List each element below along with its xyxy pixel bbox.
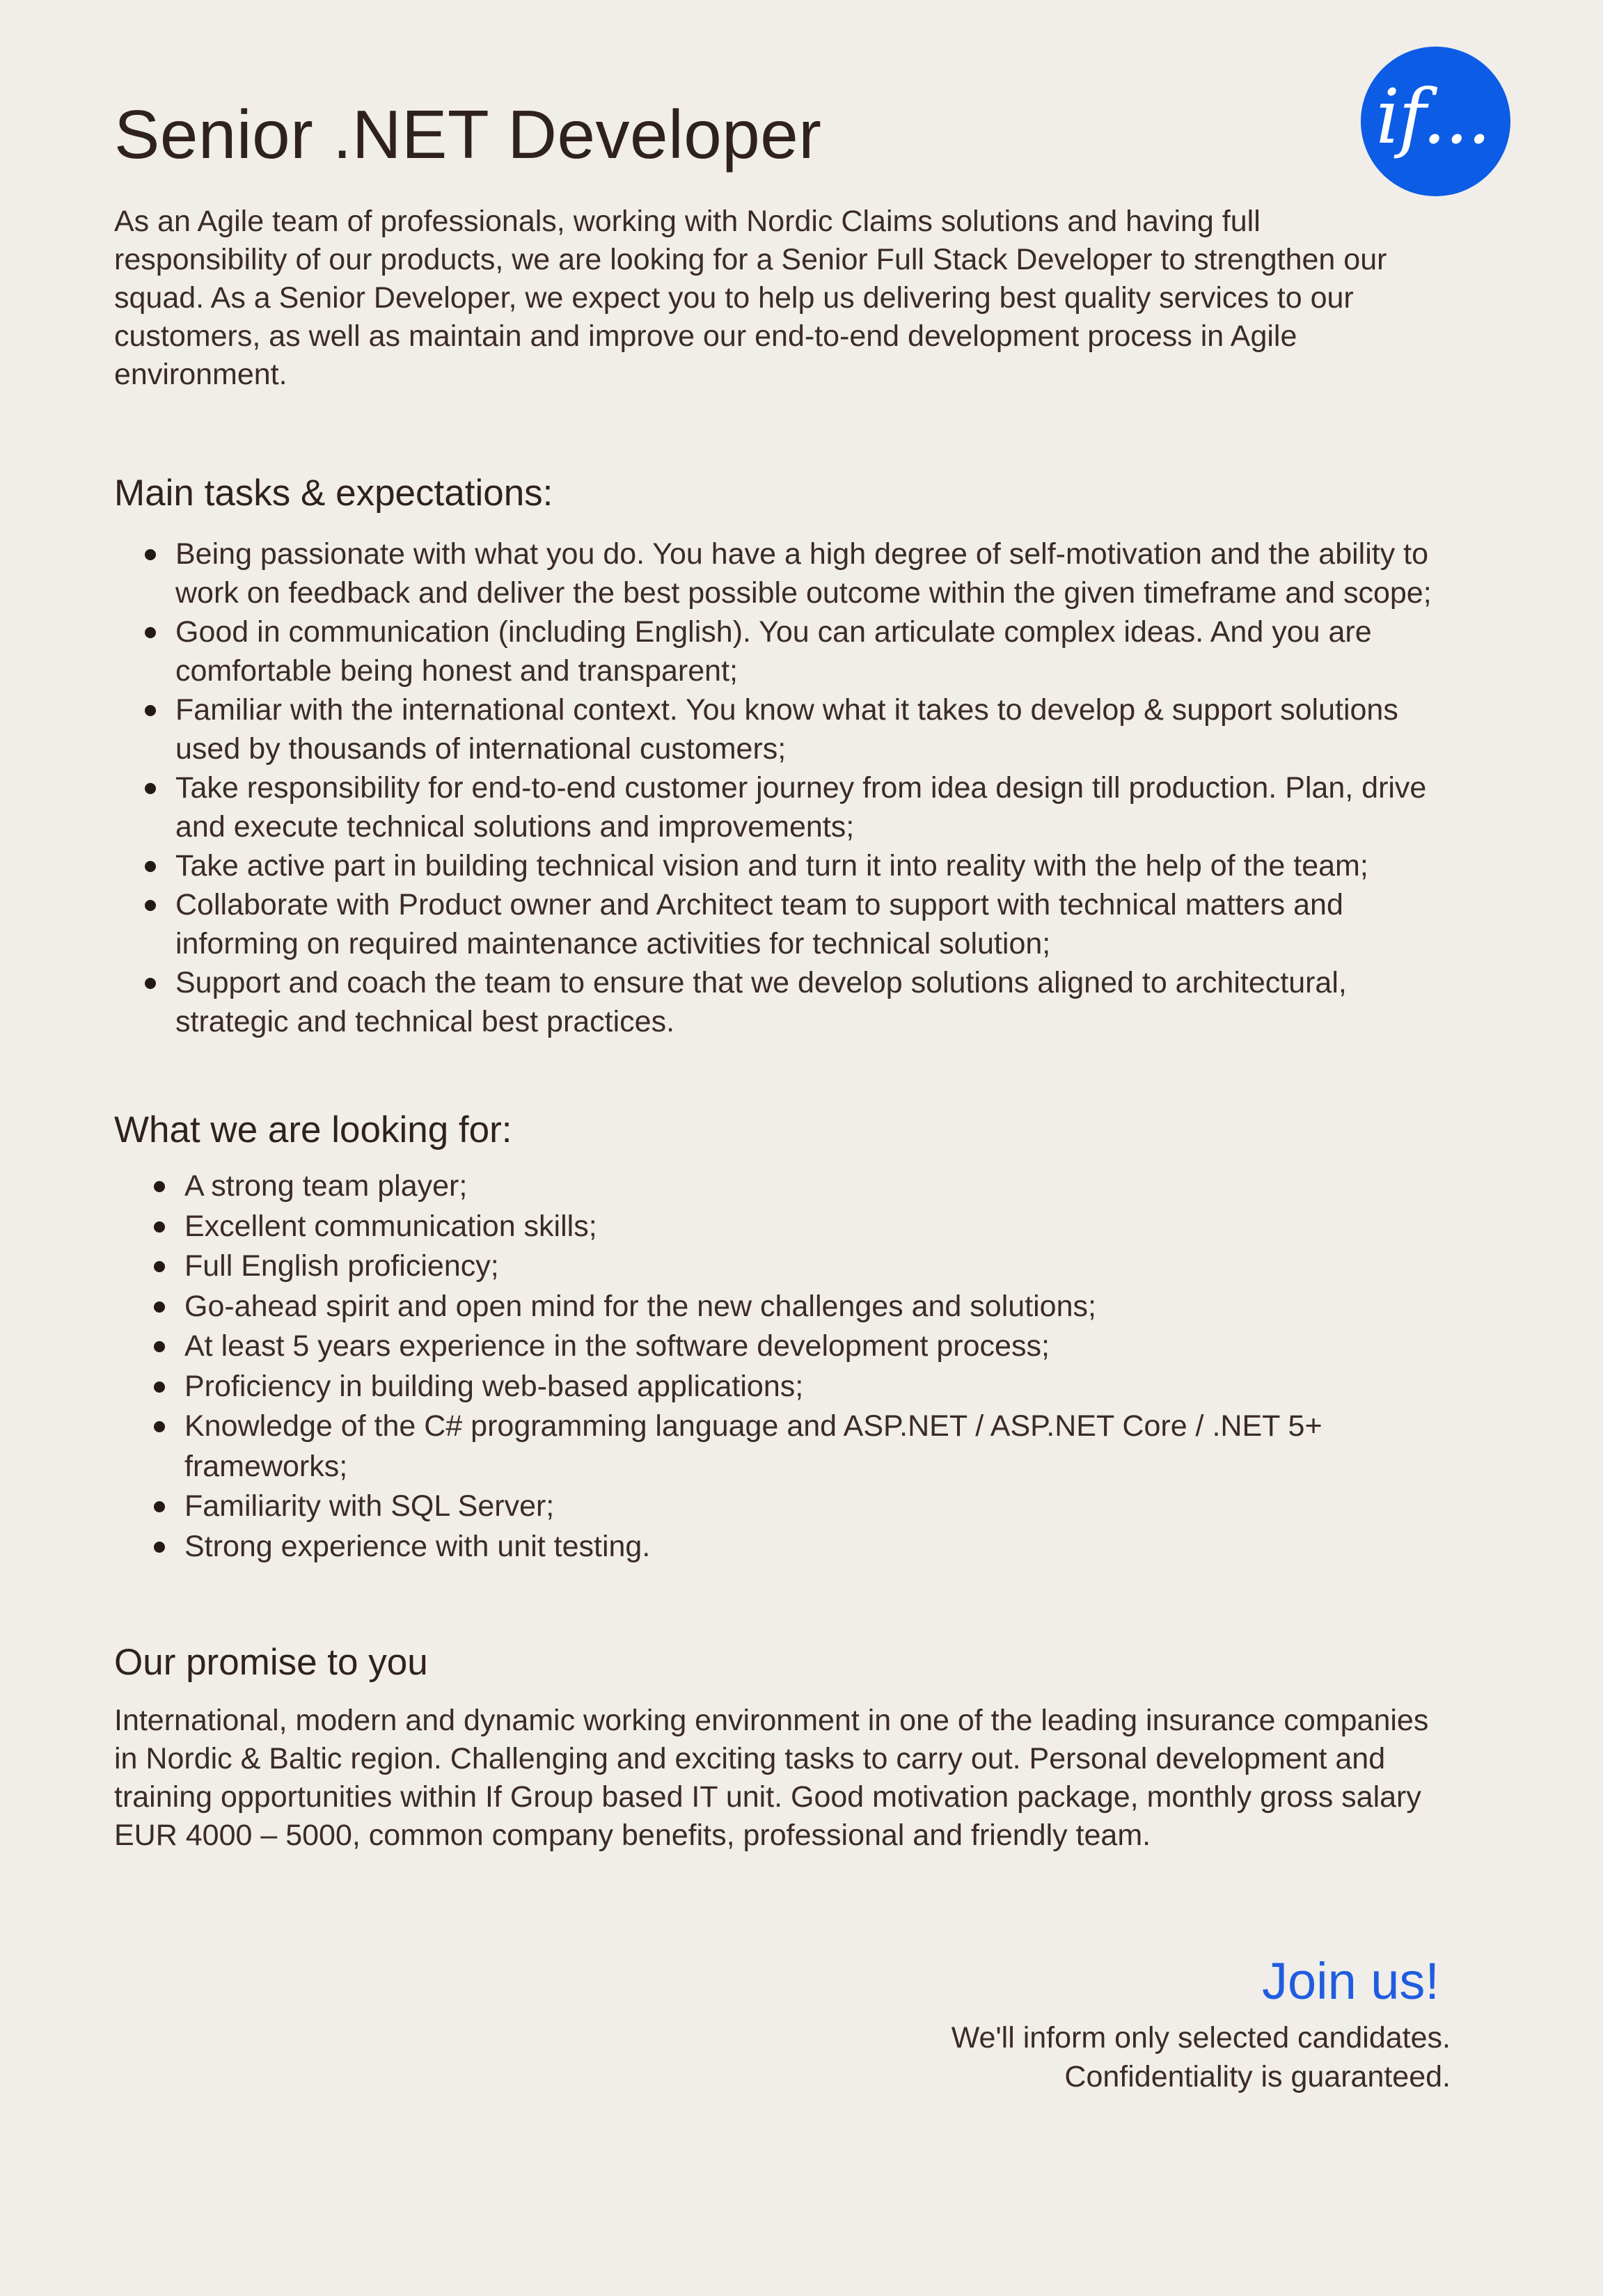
list-item: Proficiency in building web-based applications; [184, 1367, 1340, 1407]
list-item: Take responsibility for end-to-end customer journey from idea design till production. Plan, drive and execute technical solutions and improvements; [175, 768, 1456, 846]
tasks-heading: Main tasks & expectations: [114, 473, 553, 514]
page-title: Senior .NET Developer [114, 96, 822, 173]
list-item: Excellent communication skills; [184, 1207, 1340, 1247]
if-logo [1361, 47, 1510, 196]
join-us-heading: Join us! [1261, 1952, 1439, 2010]
list-item: A strong team player; [184, 1166, 1340, 1207]
selected-candidates-note: We'll inform only selected candidates. [951, 2021, 1451, 2054]
list-item: Knowledge of the C# programming language and ASP.NET / ASP.NET Core / .NET 5+ frameworks; [184, 1407, 1340, 1487]
intro-paragraph: As an Agile team of professionals, working with Nordic Claims solutions and having full responsibility of our products, we are looking for a Senior Full Stack Developer to strengthen our squad. As a Senior Developer, we expect you to help us delivering best quality services to our customers, as well as maintain and improve our end-to-end development process in Agile environment. [114, 205, 1387, 391]
list-item: Go-ahead spirit and open mind for the new challenges and solutions; [184, 1287, 1340, 1327]
list-item: Familiarity with SQL Server; [184, 1487, 1340, 1527]
list-item: Take active part in building technical vision and turn it into reality with the help of the team; [175, 846, 1456, 885]
list-item: Full English proficiency; [184, 1246, 1340, 1287]
list-item: Good in communication (including English). You can articulate complex ideas. And you are comfortable being honest and transparent; [175, 612, 1456, 690]
requirements-list [184, 1166, 1340, 1567]
list-item: Support and coach the team to ensure that we develop solutions aligned to architectural, strategic and technical best practices. [175, 963, 1456, 1041]
list-item: Familiar with the international context. You know what it takes to develop & support solutions used by thousands of international customers; [175, 690, 1456, 768]
list-item: Collaborate with Product owner and Architect team to support with technical matters and informing on required maintenance activities for technical solution; [175, 885, 1456, 963]
looking-heading: What we are looking for: [114, 1109, 512, 1150]
list-item: At least 5 years experience in the software development process; [184, 1327, 1340, 1367]
list-item: Being passionate with what you do. You have a high degree of self-motivation and the ability to work on feedback and deliver the best possible outcome within the given timeframe and scope; [175, 535, 1456, 612]
list-item: Strong experience with unit testing. [184, 1527, 1340, 1567]
confidentiality-note: Confidentiality is guaranteed. [1064, 2060, 1451, 2093]
promise-heading: Our promise to you [114, 1642, 428, 1683]
if-logo-text: if... [1375, 73, 1490, 161]
promise-paragraph: International, modern and dynamic working environment in one of the leading insurance companies in Nordic & Baltic region. Challenging and exciting tasks to carry out. Personal development and training opportunities within If Group based IT unit. Good motivation package, monthly gross salary EUR 4000 – 5000, common company benefits, professional and friendly team. [114, 1704, 1429, 1852]
tasks-list [175, 535, 1456, 1041]
